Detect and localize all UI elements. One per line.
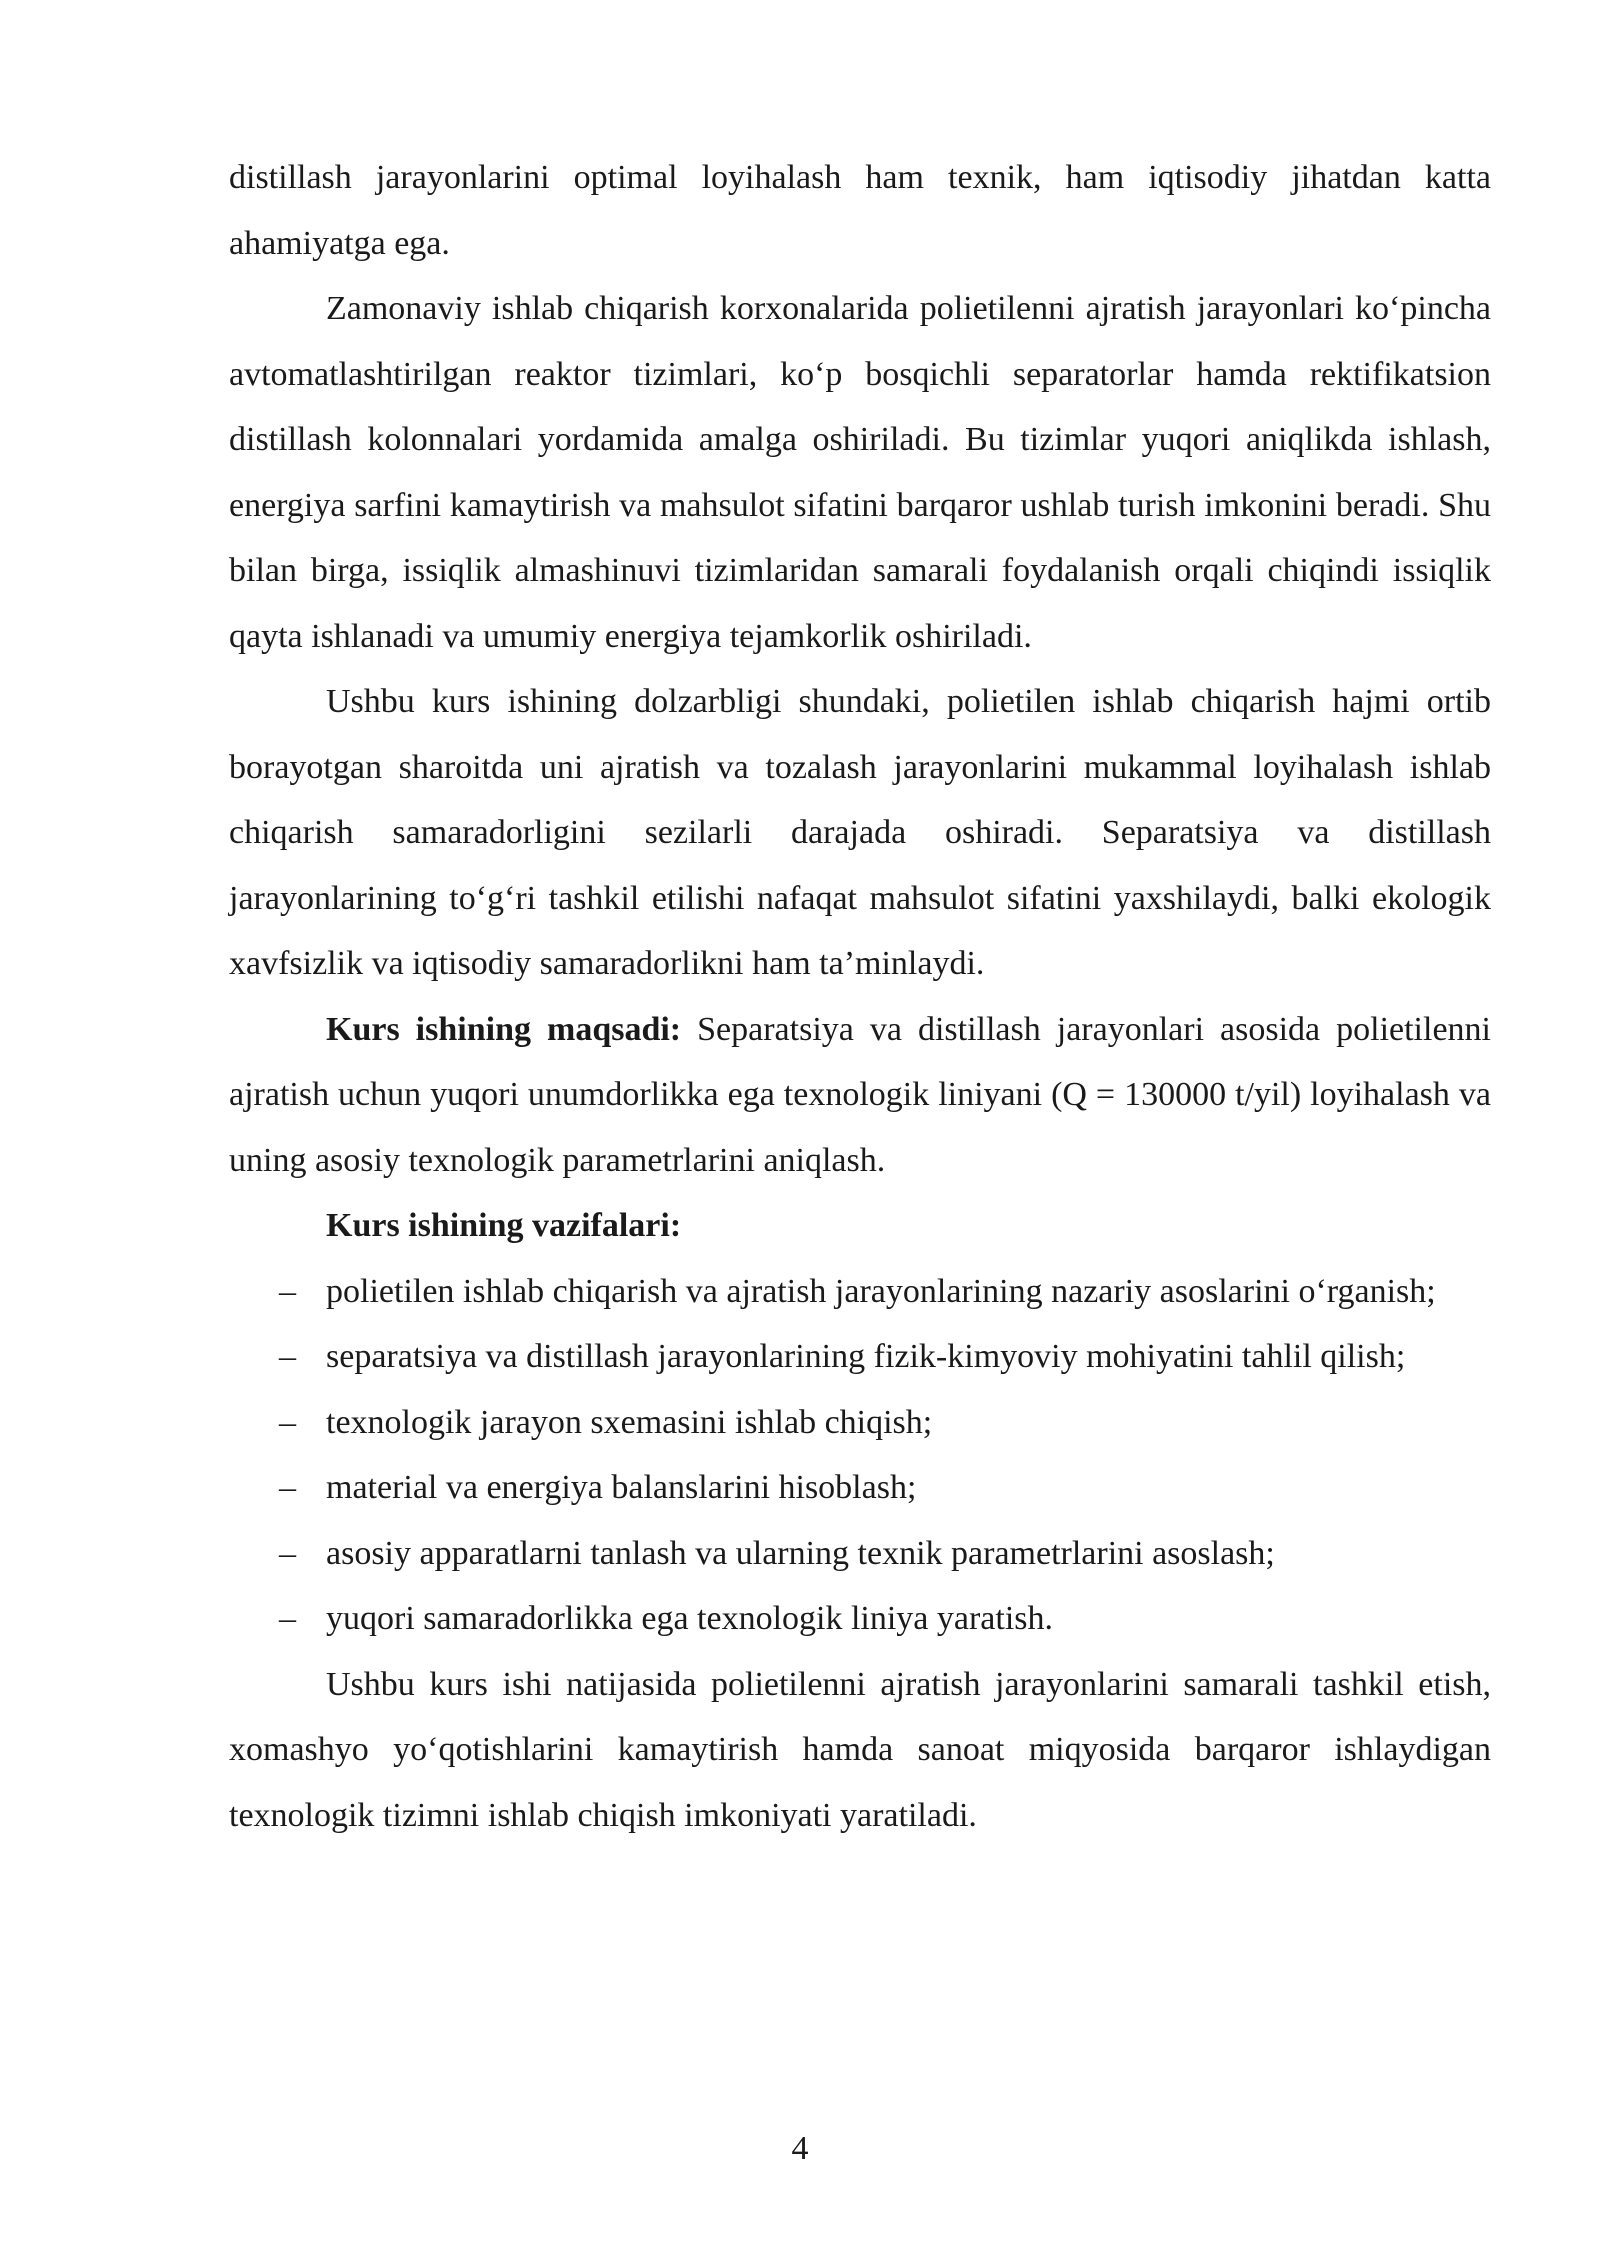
list-item xyxy=(229,1521,1491,1587)
list-item-text: yuqori samaradorlikka ega texnologik liniya yaratish. xyxy=(326,1600,1054,1637)
paragraph-continuation: distillash jarayonlarini optimal loyihalash ham texnik, ham iqtisodiy jihatdan katta ahamiyatga ega. xyxy=(229,159,1491,262)
paragraph-goal xyxy=(229,997,1491,1194)
list-item xyxy=(229,1455,1491,1521)
list-item xyxy=(229,1390,1491,1456)
paragraph-conclusion: Ushbu kurs ishi natijasida polietilenni ajratish jarayonlarini samarali tashkil etish, xomashyo yo‘qotishlarini kamaytirish hamda sanoat miqyosida barqaror ishlaydigan texnologik tizimni ishlab chiqish imkoniyati yaratiladi. xyxy=(229,1665,1491,1834)
list-item-text: asosiy apparatlarni tanlash va ularning texnik parametrlarini asoslash; xyxy=(326,1534,1275,1572)
dash-bullet: – xyxy=(279,1469,296,1506)
dash-bullet: – xyxy=(279,1338,296,1375)
paragraph-relevance: Ushbu kurs ishining dolzarbligi shundaki, polietilen ishlab chiqarish hajmi ortib borayotgan sharoitda uni ajratish va tozalash jarayonlarini mukammal loyihalash ishlab chiqarish samaradorligini sezilarli darajada oshiradi. Separatsiya va distillash jarayonlarining to‘g‘ri tashkil etilishi nafaqat mahsulot sifatini yaxshilaydi, balki ekologik xavfsizlik va iqtisodiy samaradorlikni ham ta’minlaydi. xyxy=(229,683,1491,982)
goal-text: Separatsiya va distillash jarayonlari asosida polietilenni ajratish uchun yuqori unumdorlikka ega texnologik liniyani (Q = 130000 t/yil) loyihalash va uning asosiy texnologik parametrlarini aniqlash. xyxy=(229,1010,1491,1179)
goal-label: Kurs ishining maqsadi: xyxy=(326,1010,682,1048)
document-page xyxy=(229,145,1491,1848)
list-item xyxy=(229,1586,1491,1652)
tasks-list xyxy=(229,1259,1491,1652)
dash-bullet: – xyxy=(279,1272,296,1310)
paragraph-modern-production: Zamonaviy ishlab chiqarish korxonalarida polietilenni ajratish jarayonlari ko‘pincha avtomatlashtirilgan reaktor tizimlari, ko‘p bosqichli separatorlar hamda rektifikatsion distillash kolonnalari yordamida amalga oshiriladi. Bu tizimlar yuqori aniqlikda ishlash, energiya sarfini kamaytirish va mahsulot sifatini barqaror ushlab turish imkonini beradi. Shu bilan birga, issiqlik almashinuvi tizimlaridan samarali foydalanish orqali chiqindi issiqlik qayta ishlanadi va umumiy energiya tejamkorlik oshiriladi. xyxy=(229,290,1491,655)
dash-bullet: – xyxy=(279,1534,296,1572)
list-item xyxy=(229,1259,1491,1325)
dash-bullet: – xyxy=(279,1600,296,1637)
list-item-text: polietilen ishlab chiqarish va ajratish jarayonlarining nazariy asoslarini o‘rganish; xyxy=(326,1272,1436,1310)
list-item-text: separatsiya va distillash jarayonlarining fizik-kimyoviy mohiyatini tahlil qilish; xyxy=(326,1338,1406,1375)
list-item xyxy=(229,1324,1491,1390)
list-item-text: texnologik jarayon sxemasini ishlab chiqish; xyxy=(326,1403,933,1441)
tasks-heading: Kurs ishining vazifalari: xyxy=(326,1207,682,1244)
dash-bullet: – xyxy=(279,1403,296,1441)
page-number: 4 xyxy=(791,2130,809,2167)
list-item-text: material va energiya balanslarini hisoblash; xyxy=(326,1469,917,1506)
